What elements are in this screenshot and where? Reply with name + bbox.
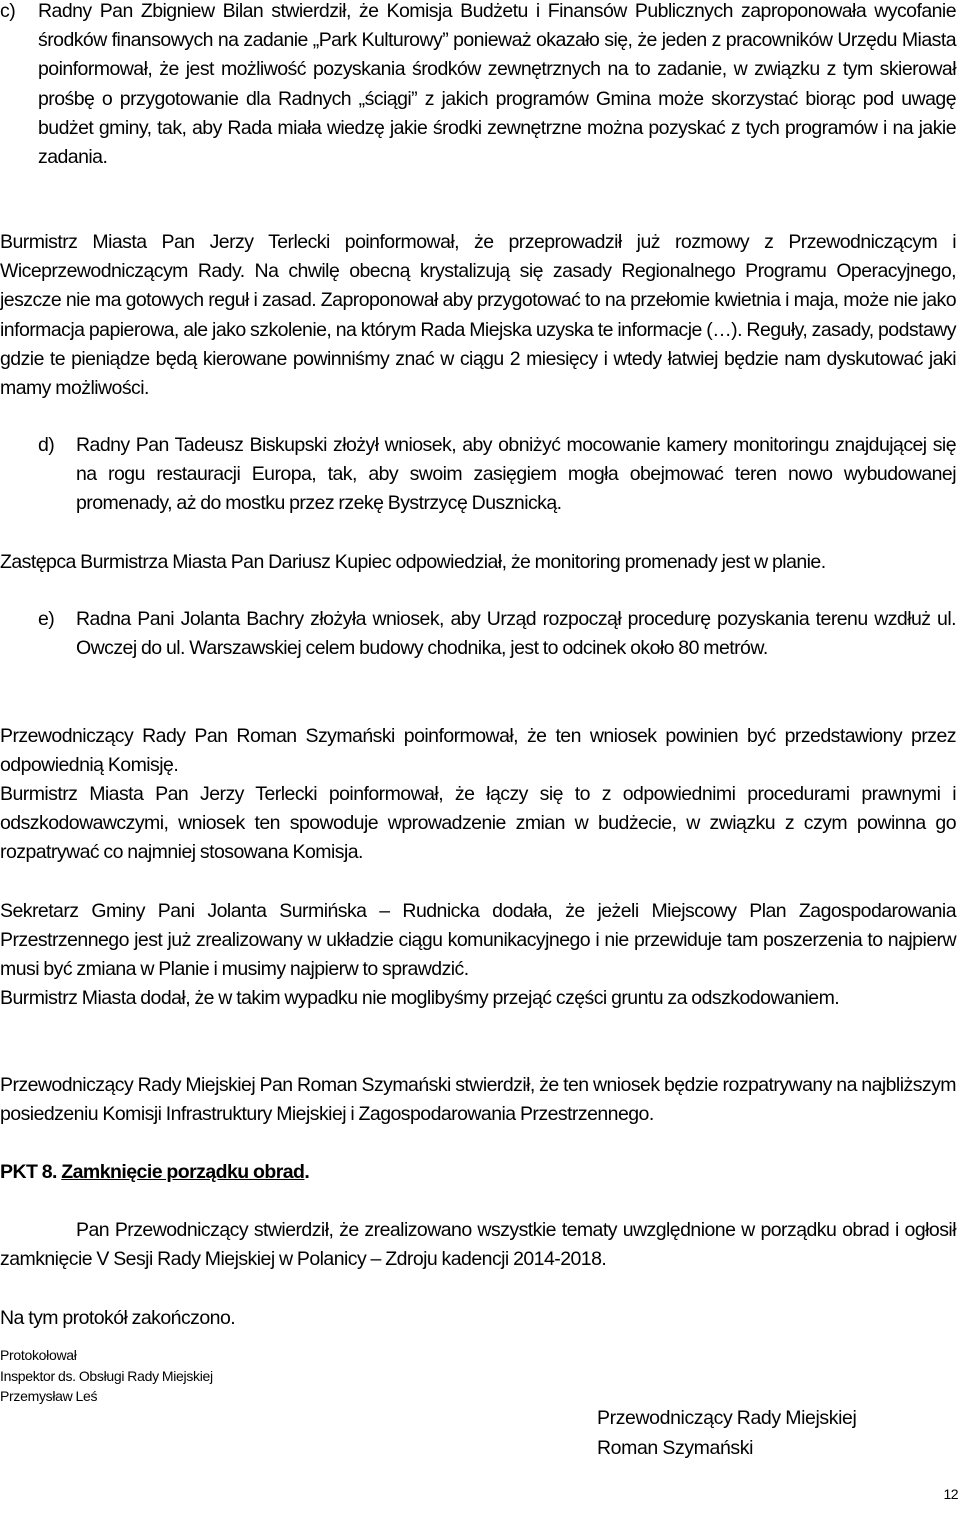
paragraph-closing: Pan Przewodniczący stwierdził, że zrealizowano wszystkie tematy uwzględnione w porządku obrad i ogłosił zamknięcie V Sesji Rady Miejskiej w Polanicy – Zdroju kadencji 2014-2018. (0, 1219, 956, 1271)
pkt8-title: Zamknięcie porządku obrad (61, 1161, 305, 1183)
item-e-text: Radna Pani Jolanta Bachry złożyła wniosek, aby Urząd rozpoczął procedurę pozyskania terenu wzdłuż ul. Owczej do ul. Warszawskiej celem budowy chodnika, jest to odcinek około 80 metrów. (76, 608, 956, 660)
protocol-line-1: Protokołował (0, 1347, 77, 1363)
paragraph-burmistrz-3: Burmistrz Miasta dodał, że w takim wypadku nie moglibyśmy przejąć części gruntu za odszkodowaniem. (0, 987, 840, 1009)
item-c-label: c) (0, 0, 16, 22)
item-d-label: d) (38, 434, 55, 456)
paragraph-zastepca: Zastępca Burmistrza Miasta Pan Dariusz Kupiec odpowiedział, że monitoring promenady jest w planie. (0, 551, 826, 573)
paragraph-end: Na tym protokół zakończono. (0, 1307, 236, 1329)
protocol-line-2: Inspektor ds. Obsługi Rady Miejskiej (0, 1367, 213, 1384)
pkt8-heading (0, 1158, 956, 1187)
signature-title: Przewodniczący Rady Miejskiej (597, 1407, 857, 1429)
signature-block (597, 1404, 856, 1463)
pkt8-number: PKT 8. (0, 1161, 57, 1183)
paragraph-przewodniczacy-1: Przewodniczący Rady Pan Roman Szymański poinformował, że ten wniosek powinien być przedstawiony przez odpowiednią Komisję. (0, 725, 956, 777)
protocol-line-3: Przemysław Leś (0, 1388, 98, 1404)
paragraph-burmistrz-1: Burmistrz Miasta Pan Jerzy Terlecki poinformował, że przeprowadził już rozmowy z Przewodniczącym i Wiceprzewodniczącym Rady. Na chwilę obecną krystalizują się zasady Regionalnego Programu Operacyjnego, jeszcze nie ma gotowych reguł i zasad. Zaproponował aby przygotować to na przełomie kwietnia i maja, może nie jako informacja papierowa, ale jako szkolenie, na którym Rada Miejska uzyska te informacje (…). Reguły, zasady, podstawy gdzie te pieniądze będą kierowane powinniśmy znać w ciągu 2 miesięcy i wtedy łatwiej będzie nam dyskutować jaki mamy możliwości. (0, 231, 956, 400)
item-d-text: Radny Pan Tadeusz Biskupski złożył wniosek, aby obniżyć mocowanie kamery monitoringu znajdującej się na rogu restauracji Europa, tak, aby swoim zasięgiem mogła obejmować teren nowo wybudowanej promenady, aż do mostku przez rzekę Bystrzycę Dusznicką. (76, 434, 956, 515)
page-number: 12 (943, 1486, 958, 1502)
signature-name: Roman Szymański (597, 1436, 754, 1459)
item-c-text: Radny Pan Zbigniew Bilan stwierdził, że Komisja Budżetu i Finansów Publicznych zaproponowała wycofanie środków finansowych na zadanie „Park Kulturowy” ponieważ okazało się, że jeden z pracowników Urzędu Miasta poinformował, że jest możliwość pozyskania środków zewnętrznych na to zadanie, w związku z tym skierował prośbę o przygotowanie dla Radnych „ściągi” z jakich programów Gmina może skorzystać biorąc pod uwagę budżet gminy, tak, aby Rada miała wiedzę jakie środki zewnętrzne można pozyskać z tych programów i na jakie zadania. (38, 0, 956, 169)
paragraph-przewodniczacy-2: Przewodniczący Rady Miejskiej Pan Roman Szymański stwierdził, że ten wniosek będzie rozpatrywany na najbliższym posiedzeniu Komisji Infrastruktury Miejskiej i Zagospodarowania Przestrzennego. (0, 1074, 956, 1126)
paragraph-burmistrz-2: Burmistrz Miasta Pan Jerzy Terlecki poinformował, że łączy się to z odpowiednimi procedurami prawnymi i odszkodowawczymi, wniosek ten spowoduje wprowadzenie zmian w budżecie, w związku z czym powinna go rozpatrywać co najmniej stosowana Komisja. (0, 783, 956, 864)
item-e-label: e) (38, 608, 55, 630)
paragraph-sekretarz: Sekretarz Gminy Pani Jolanta Surmińska – Rudnicka dodała, że jeżeli Miejscowy Plan Zagospodarowania Przestrzennego jest już zrealizowany w układzie ciągu komunikacyjnego i nie przewiduje tam poszerzenia to najpierw musi być zmiana w Planie i musimy najpierw to sprawdzić. (0, 900, 956, 981)
pkt8-dot: . (304, 1161, 310, 1183)
protocol-author (0, 1345, 213, 1407)
